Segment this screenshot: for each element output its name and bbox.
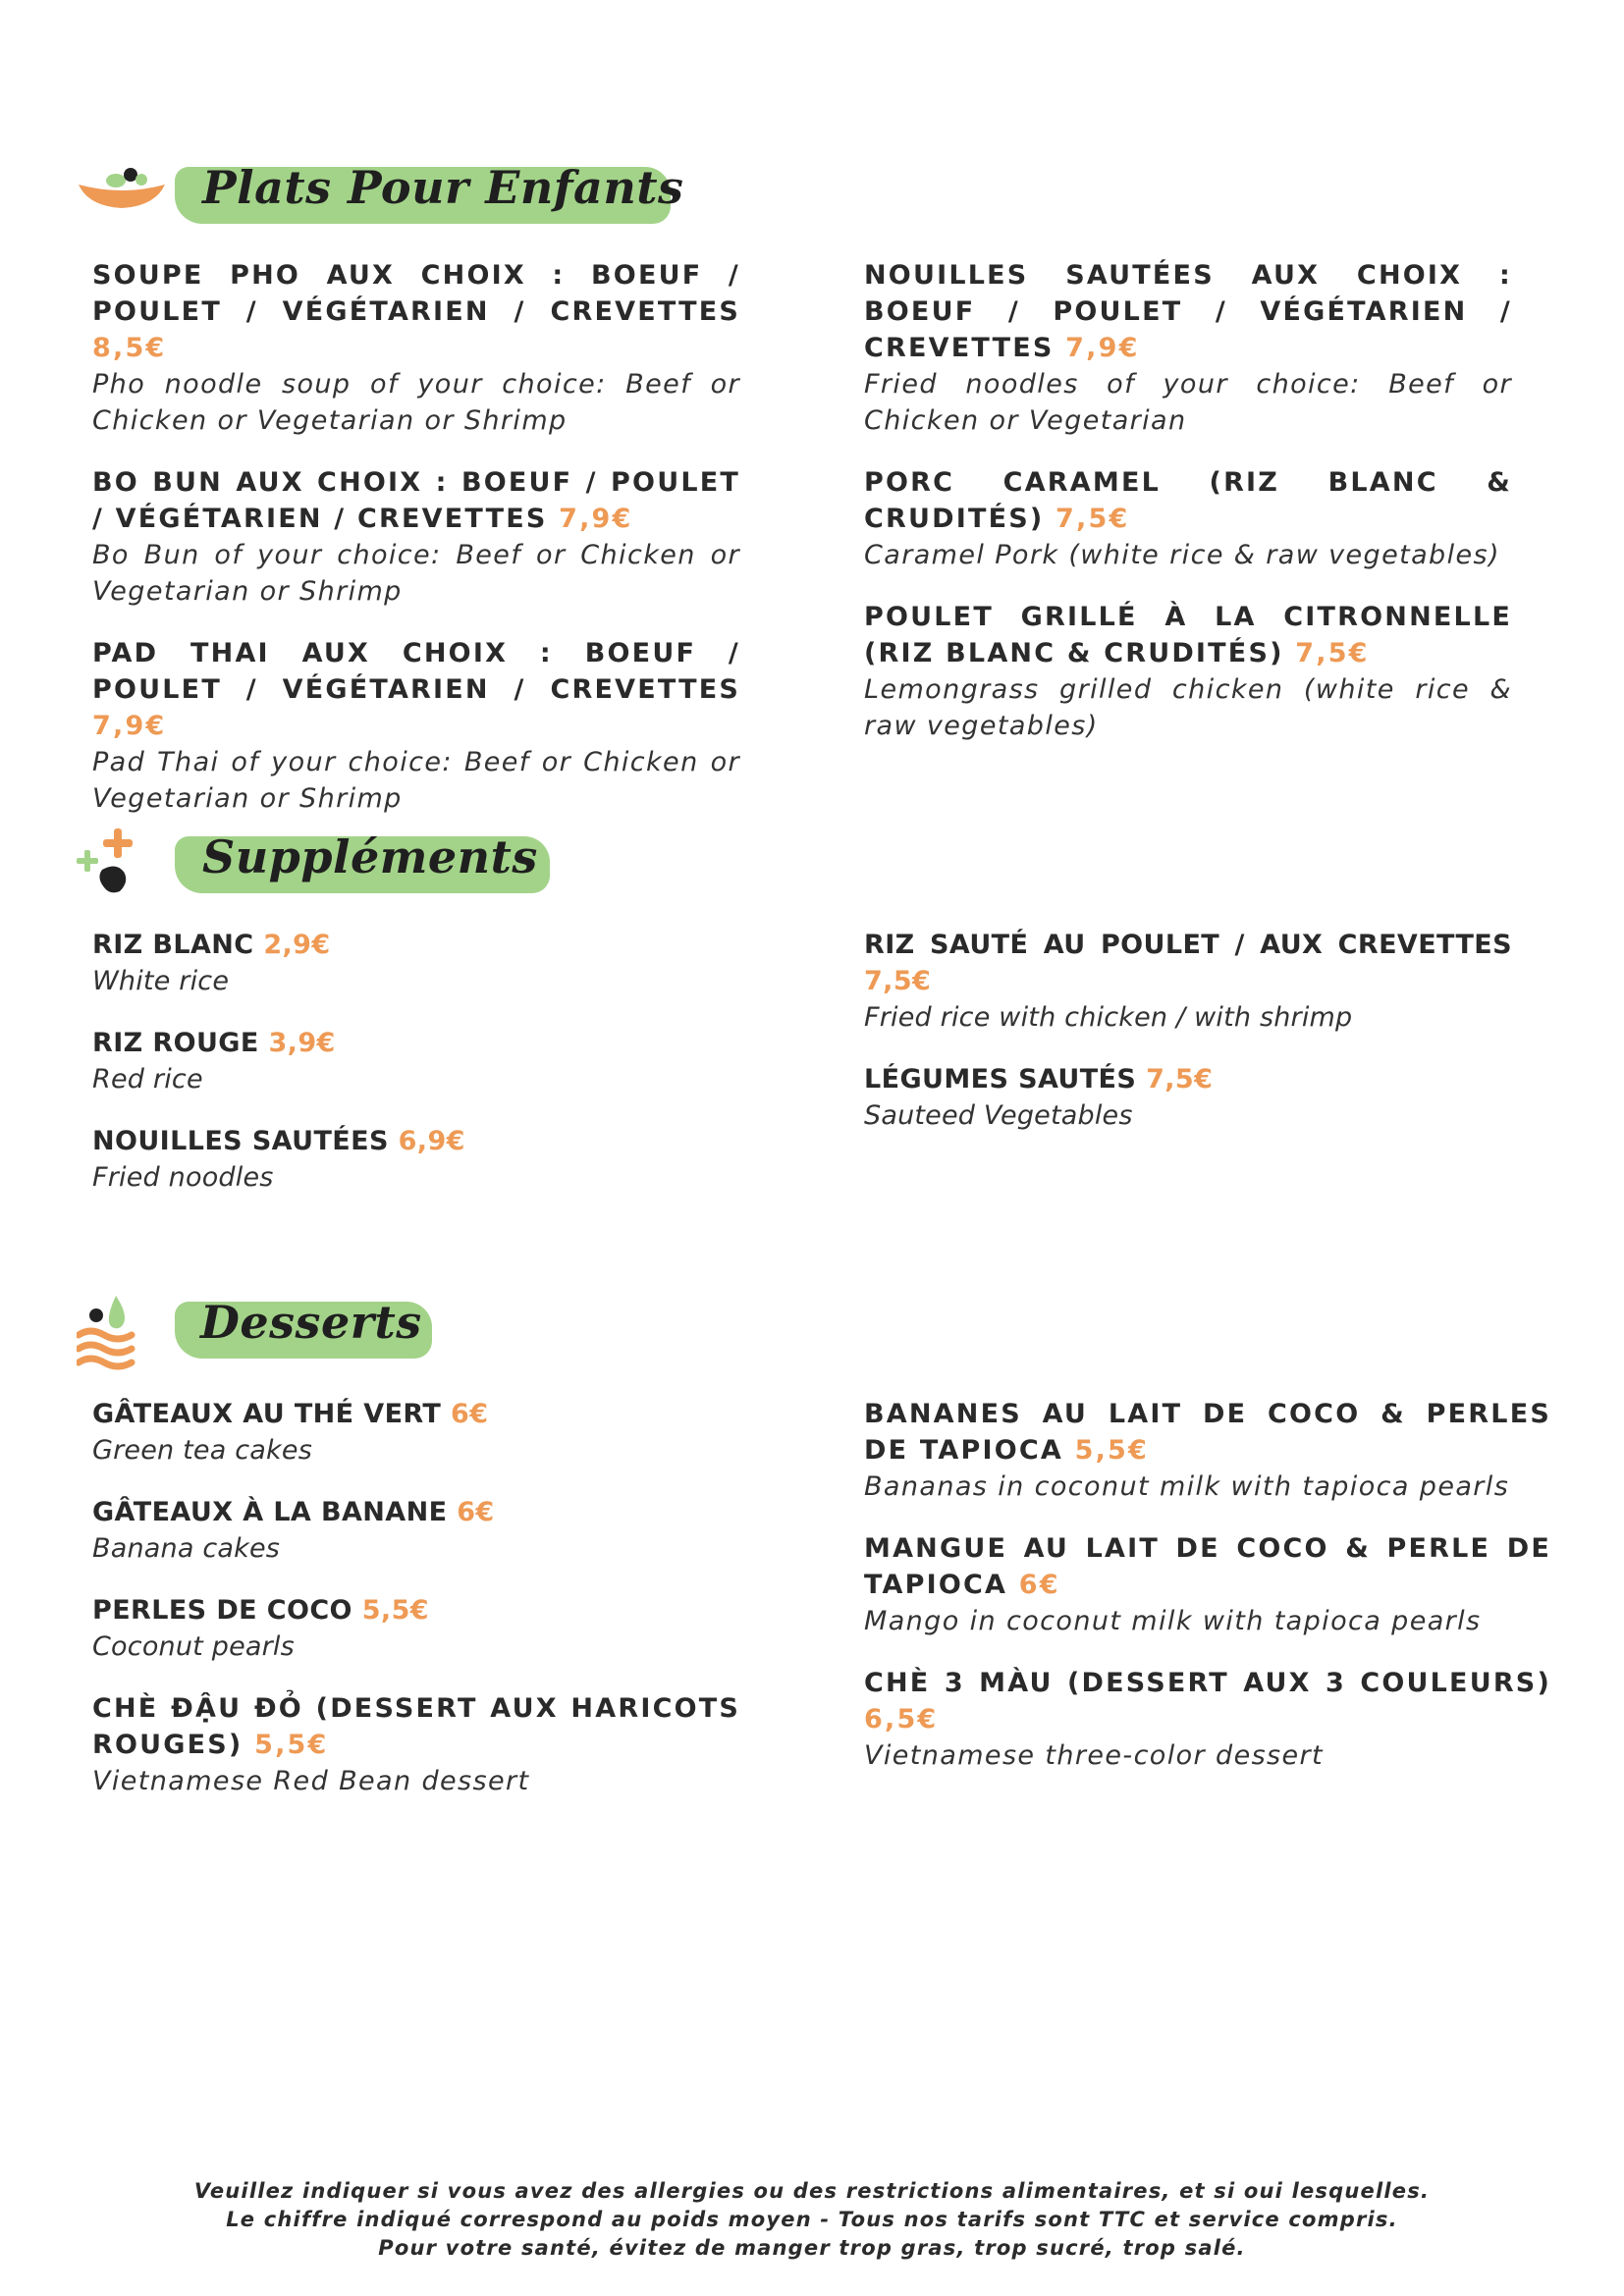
plus-icon xyxy=(77,827,155,905)
drop-waves-icon xyxy=(77,1292,145,1370)
menu-item-description: Bo Bun of your choice: Beef or Chicken or Vegetarian or Shrimp xyxy=(92,540,740,607)
menu-item-title: RIZ BLANC xyxy=(92,930,254,960)
menu-item-description: Fried rice with chicken / with shrimp xyxy=(864,1002,1353,1033)
menu-item-title: GÂTEAUX À LA BANANE xyxy=(92,1497,448,1527)
menu-item-name xyxy=(92,1123,740,1159)
menu-item xyxy=(864,1061,1512,1134)
menu-item-title: PERLES DE COCO xyxy=(92,1595,352,1626)
menu-item-title: BO BUN AUX CHOIX : BOEUF / POULET / VÉGÉTARIEN / CREVETTES xyxy=(92,467,740,534)
menu-item-description: White rice xyxy=(92,966,230,996)
section-title: Desserts xyxy=(200,1296,422,1349)
menu-item-price: 7,9€ xyxy=(92,711,167,741)
desserts-right-column xyxy=(864,1396,1551,1799)
menu-item-name xyxy=(92,635,740,744)
desserts-left-column xyxy=(92,1396,740,1825)
menu-item xyxy=(92,927,740,999)
menu-item-description: Pad Thai of your choice: Beef or Chicken or Vegetarian or Shrimp xyxy=(92,747,740,814)
menu-item-description: Vietnamese three-color dessert xyxy=(864,1740,1325,1771)
menu-item-title: PORC CARAMEL (RIZ BLANC & CRUDITÉS) xyxy=(864,467,1512,534)
menu-item-description: Sauteed Vegetables xyxy=(864,1100,1133,1131)
menu-item xyxy=(864,599,1512,744)
supplements-left-column xyxy=(92,927,740,1221)
menu-item-name xyxy=(92,1592,740,1629)
menu-item xyxy=(864,1530,1551,1639)
menu-item-name xyxy=(864,1665,1551,1737)
menu-item-price: 5,5€ xyxy=(361,1595,429,1626)
menu-item-title: CHÈ 3 MÀU (DESSERT AUX 3 COULEURS) xyxy=(864,1668,1551,1698)
menu-item-title: MANGUE AU LAIT DE COCO & PERLE DE TAPIOCA xyxy=(864,1533,1551,1600)
menu-item-description: Fried noodles of your choice: Beef or Chicken or Vegetarian xyxy=(864,369,1512,436)
menu-item-price: 7,5€ xyxy=(864,966,932,996)
section-title: Suppléments xyxy=(202,830,538,883)
menu-item-price: 7,5€ xyxy=(1295,638,1370,668)
footer-notice xyxy=(0,2177,1624,2263)
footer-line: Le chiffre indiqué correspond au poids moyen - Tous nos tarifs sont TTC et service compris. xyxy=(226,2208,1398,2231)
menu-item-title: NOUILLES SAUTÉES xyxy=(92,1126,389,1156)
menu-item-name xyxy=(864,599,1512,671)
menu-item-description: Lemongrass grilled chicken (white rice & raw vegetables) xyxy=(864,674,1512,741)
menu-item-name xyxy=(864,464,1512,537)
menu-item-title: GÂTEAUX AU THÉ VERT xyxy=(92,1399,442,1429)
menu-item-price: 6€ xyxy=(457,1497,495,1527)
menu-item xyxy=(92,635,740,817)
menu-item-price: 7,9€ xyxy=(1065,333,1140,363)
supplements-right-column xyxy=(864,927,1512,1159)
menu-item-title: PAD THAI AUX CHOIX : BOEUF / POULET / VÉGÉTARIEN / CREVETTES xyxy=(92,638,740,705)
menu-item-title: RIZ ROUGE xyxy=(92,1028,259,1058)
menu-item-description: Coconut pearls xyxy=(92,1631,295,1662)
menu-item xyxy=(864,257,1512,439)
menu-item-title: CHÈ ĐẬU ĐỎ (DESSERT AUX HARICOTS ROUGES) xyxy=(92,1693,740,1760)
menu-item xyxy=(92,1396,740,1468)
menu-item-name xyxy=(92,1396,740,1432)
menu-item-description: Caramel Pork (white rice & raw vegetables) xyxy=(864,540,1500,570)
menu-item-name xyxy=(864,1530,1551,1603)
menu-item xyxy=(92,1123,740,1196)
footer-line: Pour votre santé, évitez de manger trop gras, trop sucré, trop salé. xyxy=(378,2236,1246,2260)
menu-item-description: Pho noodle soup of your choice: Beef or Chicken or Vegetarian or Shrimp xyxy=(92,369,740,436)
menu-item-price: 7,5€ xyxy=(1146,1064,1214,1095)
menu-item xyxy=(92,1494,740,1567)
menu-item-description: Vietnamese Red Bean dessert xyxy=(92,1766,530,1796)
section-header-plats xyxy=(77,157,685,236)
footer-line: Veuillez indiquer si vous avez des allergies ou des restrictions alimentaires, et si oui lesquelles. xyxy=(193,2179,1431,2203)
menu-item xyxy=(92,1025,740,1097)
menu-item-title: NOUILLES SAUTÉES AUX CHOIX : BOEUF / POULET / VÉGÉTARIEN / CREVETTES xyxy=(864,260,1512,363)
menu-item-name xyxy=(864,1396,1551,1468)
menu-item-price: 7,9€ xyxy=(559,504,633,534)
menu-item-description: Red rice xyxy=(92,1064,203,1095)
menu-item-title: BANANES AU LAIT DE COCO & PERLES DE TAPIOCA xyxy=(864,1399,1551,1466)
menu-item-price: 5,5€ xyxy=(1074,1435,1150,1466)
section-header-supplements xyxy=(77,827,558,905)
menu-item xyxy=(92,1690,740,1799)
menu-item-name xyxy=(92,927,740,963)
section-title: Plats Pour Enfants xyxy=(202,161,684,214)
menu-item-description: Mango in coconut milk with tapioca pearls xyxy=(864,1606,1482,1636)
menu-item-title: LÉGUMES SAUTÉS xyxy=(864,1064,1137,1095)
menu-item-description: Green tea cakes xyxy=(92,1435,312,1466)
menu-item-price: 7,5€ xyxy=(1056,504,1130,534)
menu-item-description: Bananas in coconut milk with tapioca pearls xyxy=(864,1471,1510,1502)
menu-item-name xyxy=(864,927,1512,999)
menu-item-title: POULET GRILLÉ À LA CITRONNELLE (RIZ BLANC & CRUDITÉS) xyxy=(864,602,1512,668)
menu-item xyxy=(92,257,740,439)
menu-item-name xyxy=(92,1025,740,1061)
menu-item xyxy=(92,1592,740,1665)
menu-item-name xyxy=(92,257,740,366)
bowl-icon xyxy=(77,157,167,216)
menu-item-price: 2,9€ xyxy=(263,930,331,960)
menu-item-name xyxy=(864,1061,1512,1097)
plats-left-column xyxy=(92,257,740,842)
menu-item xyxy=(864,1396,1551,1505)
menu-item-description: Fried noodles xyxy=(92,1162,274,1193)
menu-item-name xyxy=(92,1494,740,1530)
menu-item-price: 6€ xyxy=(451,1399,489,1429)
menu-item-name xyxy=(92,1690,740,1763)
menu-item-title: RIZ SAUTÉ AU POULET / AUX CREVETTES xyxy=(864,930,1512,960)
menu-item xyxy=(92,464,740,610)
menu-item-name xyxy=(92,464,740,537)
menu-item-price: 5,5€ xyxy=(254,1730,329,1760)
section-header-desserts xyxy=(77,1292,450,1370)
menu-item-price: 6€ xyxy=(1018,1570,1060,1600)
menu-item-price: 6,5€ xyxy=(864,1704,939,1735)
plats-right-column xyxy=(864,257,1512,770)
menu-item-name xyxy=(864,257,1512,366)
menu-item-title: SOUPE PHO AUX CHOIX : BOEUF / POULET / VÉGÉTARIEN / CREVETTES xyxy=(92,260,740,327)
menu-item-description: Banana cakes xyxy=(92,1533,281,1564)
menu-item xyxy=(864,1665,1551,1774)
menu-item-price: 8,5€ xyxy=(92,333,167,363)
menu-item xyxy=(864,927,1512,1036)
menu-item xyxy=(864,464,1512,573)
menu-item-price: 6,9€ xyxy=(398,1126,465,1156)
menu-item-price: 3,9€ xyxy=(268,1028,336,1058)
